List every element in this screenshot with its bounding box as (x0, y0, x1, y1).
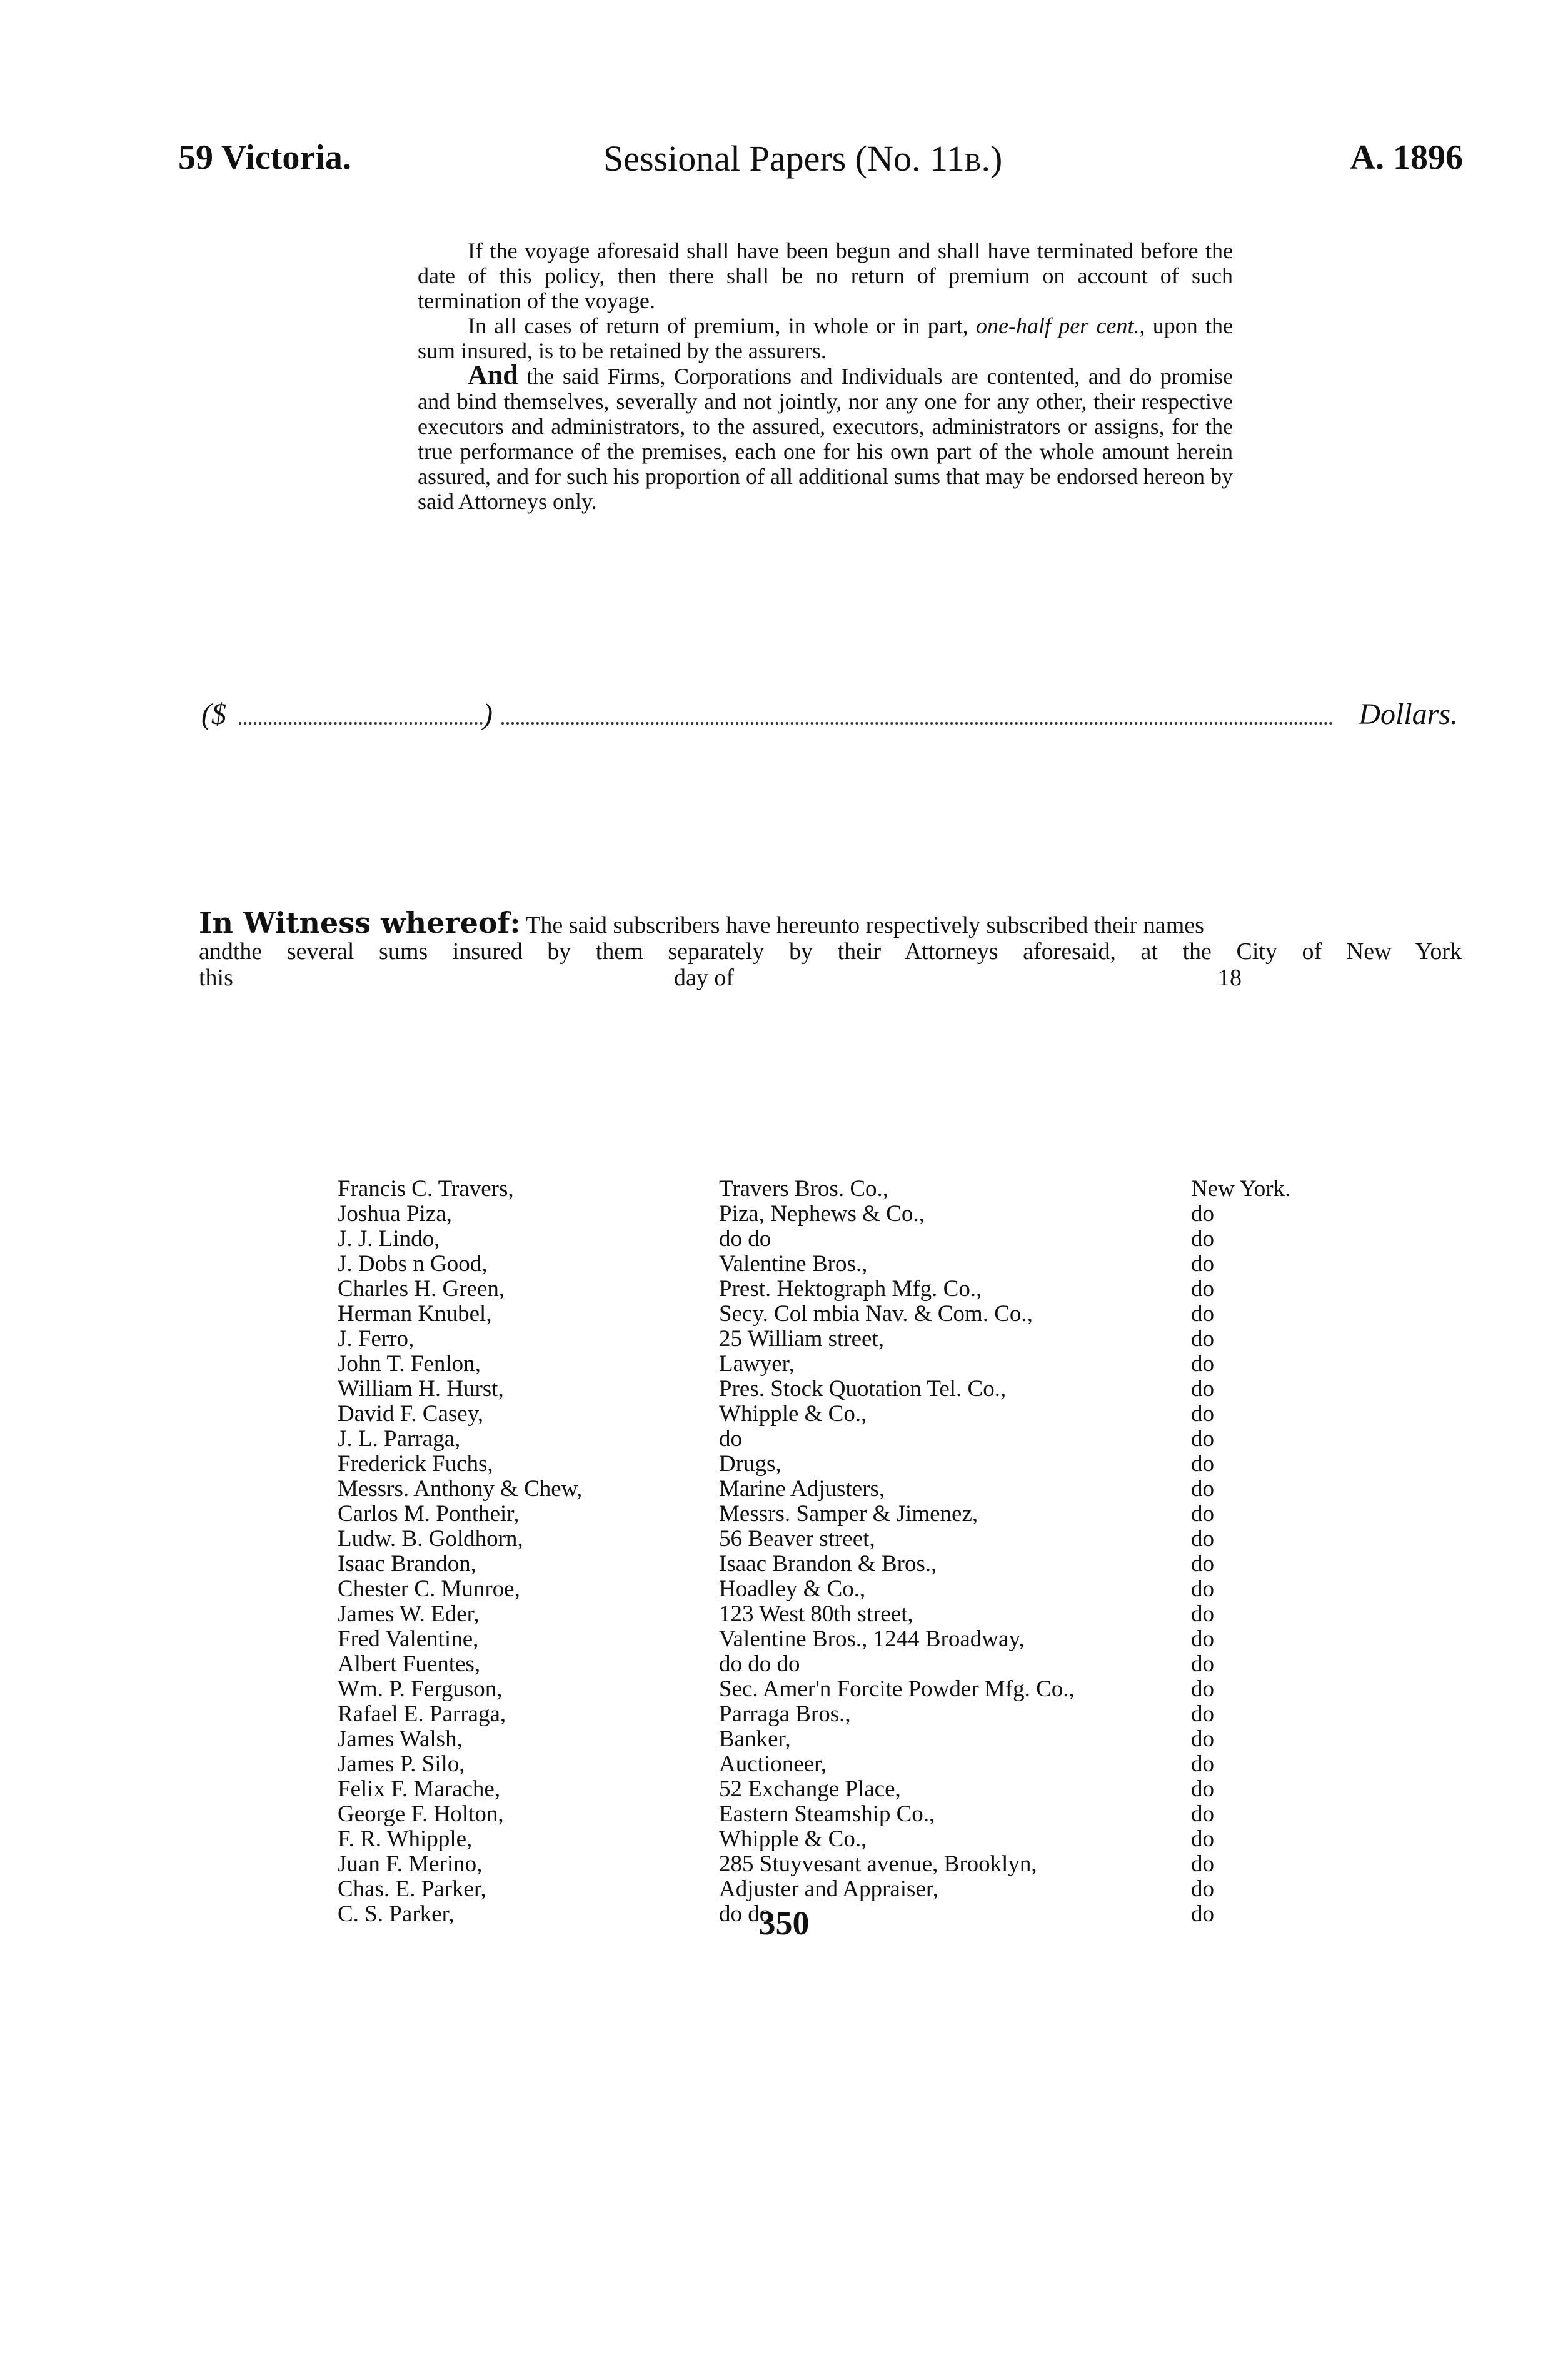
signatory-place: do (1191, 1351, 1214, 1377)
signatory-name: Joshua Piza, (338, 1201, 452, 1227)
clause-body: the said Firms, Corporations and Individuals are contented, and do promise and bind themselves, severally and not jointly, nor any one for any other, their respective executors and administrators, to the assured, executors, administrators or assigns, for the true performance of the premises, each one for his own part of the whole amount herein assured, and for such his proportion of all additional sums that may be endorsed hereon by said Attorneys only. (418, 364, 1233, 514)
signatory-row (0, 1400, 1568, 1425)
amount-words-blank (501, 722, 1333, 725)
signatory-row (0, 1250, 1568, 1275)
signatory-firm: Prest. Hektograph Mfg. Co., (719, 1276, 982, 1302)
signatory-name: Felix F. Marache, (338, 1776, 501, 1802)
clause-italic-rate: one-half per cent. (976, 313, 1140, 338)
signatory-row (0, 1801, 1568, 1826)
signatory-name: Herman Knubel, (338, 1301, 492, 1327)
clause-return-of-premium (418, 313, 1233, 363)
signatory-firm: Travers Bros. Co., (719, 1176, 889, 1202)
clause-undertaking (418, 359, 1233, 514)
signatory-row (0, 1826, 1568, 1851)
signatory-firm: Piza, Nephews & Co., (719, 1201, 925, 1227)
signatory-name: C. S. Parker, (338, 1901, 455, 1927)
signatory-row (0, 1500, 1568, 1525)
signatories-list (0, 1175, 1568, 1926)
signatory-row (0, 1575, 1568, 1601)
series-title (603, 138, 1002, 179)
signatory-place: do (1191, 1576, 1214, 1602)
signatory-firm: Valentine Bros., (719, 1251, 868, 1277)
amount-close: ) (483, 698, 493, 731)
page-number: 350 (758, 1904, 810, 1942)
amount-figure-blank (239, 722, 483, 725)
signatory-place: do (1191, 1876, 1214, 1902)
witness-this: this (199, 965, 233, 991)
signatory-name: J. Dobs n Good, (338, 1251, 488, 1277)
signatory-name: F. R. Whipple, (338, 1826, 473, 1852)
signatory-row (0, 1200, 1568, 1225)
signatory-place: do (1191, 1601, 1214, 1627)
signatory-place: do (1191, 1851, 1214, 1877)
signatory-firm: Auctioneer, (719, 1751, 827, 1777)
signatory-place: do (1191, 1801, 1214, 1827)
signatory-place: do (1191, 1526, 1214, 1552)
signatory-row (0, 1225, 1568, 1250)
signatory-row (0, 1450, 1568, 1475)
signatory-name: J. Ferro, (338, 1326, 415, 1352)
signatory-place: do (1191, 1826, 1214, 1852)
signatory-firm: Whipple & Co., (719, 1401, 867, 1427)
signatory-name: James P. Silo, (338, 1751, 465, 1777)
signatory-name: William H. Hurst, (338, 1376, 504, 1402)
signatory-firm: Isaac Brandon & Bros., (719, 1551, 937, 1577)
series-title-tail: .) (981, 138, 1003, 179)
signatory-firm: Drugs, (719, 1451, 781, 1477)
series-title-main: Sessional Papers (No. 11 (603, 138, 965, 179)
signatory-firm: 52 Exchange Place, (719, 1776, 901, 1802)
witness-line-3 (199, 965, 1462, 991)
signatory-row (0, 1375, 1568, 1400)
signatory-place: do (1191, 1751, 1214, 1777)
signatory-name: James W. Eder, (338, 1601, 480, 1627)
witness-line-1 (199, 906, 1204, 940)
signatory-name: Ludw. B. Goldhorn, (338, 1526, 523, 1552)
signatory-firm: Lawyer, (719, 1351, 795, 1377)
signatory-firm: Eastern Steamship Co., (719, 1801, 935, 1827)
signatory-name: Charles H. Green, (338, 1276, 505, 1302)
signatory-place: do (1191, 1651, 1214, 1677)
signatory-row (0, 1651, 1568, 1676)
signatory-place: do (1191, 1201, 1214, 1227)
witness-year: 18 (1218, 965, 1242, 991)
regnal-year: 59 Victoria. (178, 138, 351, 177)
signatory-row (0, 1876, 1568, 1901)
signatory-row (0, 1751, 1568, 1776)
signatory-row (0, 1350, 1568, 1375)
signatory-row (0, 1550, 1568, 1575)
clause-text-part: In all cases of return of premium, in whole or in part, (468, 313, 977, 338)
signatory-name: Albert Fuentes, (338, 1651, 481, 1677)
signatory-firm: do do (719, 1226, 771, 1252)
signatory-firm: 56 Beaver street, (719, 1526, 875, 1552)
signatory-firm: Whipple & Co., (719, 1826, 867, 1852)
signatory-row (0, 1275, 1568, 1300)
signatory-firm: 25 William street, (719, 1326, 884, 1352)
signatory-place: do (1191, 1776, 1214, 1802)
signatory-name: Carlos M. Pontheir, (338, 1501, 520, 1527)
witness-clause (199, 906, 1462, 991)
signatory-place: do (1191, 1276, 1214, 1302)
signatory-place: do (1191, 1401, 1214, 1427)
amount-line (201, 697, 1458, 735)
signatory-firm: Valentine Bros., 1244 Broadway, (719, 1626, 1025, 1652)
signatory-name: Rafael E. Parraga, (338, 1701, 506, 1727)
signatory-row (0, 1626, 1568, 1651)
dollars-label: Dollars. (1359, 698, 1458, 731)
publication-year: A. 1896 (1350, 138, 1463, 177)
signatory-name: Frederick Fuchs, (338, 1451, 493, 1477)
signatory-name: Chester C. Munroe, (338, 1576, 520, 1602)
signatory-row (0, 1676, 1568, 1701)
signatory-name: J. L. Parraga, (338, 1426, 461, 1452)
signatory-firm: Parraga Bros., (719, 1701, 851, 1727)
signatory-row (0, 1851, 1568, 1876)
signatory-firm: 123 West 80th street, (719, 1601, 913, 1627)
signatory-name: David F. Casey, (338, 1401, 484, 1427)
signatory-place: do (1191, 1551, 1214, 1577)
signatory-firm: Pres. Stock Quotation Tel. Co., (719, 1376, 1007, 1402)
signatory-row (0, 1776, 1568, 1801)
clause-text (418, 313, 1233, 363)
signatory-firm: Banker, (719, 1726, 791, 1752)
signatory-row (0, 1300, 1568, 1325)
signatory-row (0, 1175, 1568, 1200)
signatory-place: do (1191, 1376, 1214, 1402)
clause-voyage-termination (418, 238, 1233, 313)
signatory-name: Chas. E. Parker, (338, 1876, 486, 1902)
signatory-place: do (1191, 1476, 1214, 1502)
running-head (178, 138, 1463, 188)
signatory-place: do (1191, 1501, 1214, 1527)
signatory-name: George F. Holton, (338, 1801, 504, 1827)
signatory-row (0, 1525, 1568, 1550)
witness-day-of: day of (674, 965, 735, 991)
series-title-letter: B (964, 148, 982, 176)
signatory-name: James Walsh, (338, 1726, 463, 1752)
signatory-name: Juan F. Merino, (338, 1851, 483, 1877)
signatory-place: do (1191, 1451, 1214, 1477)
signatory-firm: Sec. Amer'n Forcite Powder Mfg. Co., (719, 1676, 1075, 1702)
signatory-place: do (1191, 1726, 1214, 1752)
witness-line-2: andthe several sums insured by them separately by their Attorneys aforesaid, at the City of New York (199, 938, 1462, 965)
signatory-row (0, 1601, 1568, 1626)
signatory-firm: do do do (719, 1651, 800, 1677)
signatory-place: do (1191, 1626, 1214, 1652)
signatory-row (0, 1325, 1568, 1350)
signatory-place: do (1191, 1251, 1214, 1277)
signatory-place: do (1191, 1901, 1214, 1927)
signatory-firm: Marine Adjusters, (719, 1476, 885, 1502)
signatory-name: Fred Valentine, (338, 1626, 479, 1652)
signatory-firm: do (719, 1426, 742, 1452)
signatory-place: do (1191, 1426, 1214, 1452)
signatory-firm: Hoadley & Co., (719, 1576, 866, 1602)
signatory-place: do (1191, 1326, 1214, 1352)
signatory-row (0, 1425, 1568, 1450)
signatory-firm: Adjuster and Appraiser, (719, 1876, 938, 1902)
signatory-name: Isaac Brandon, (338, 1551, 476, 1577)
signatory-name: J. J. Lindo, (338, 1226, 440, 1252)
signatory-place: do (1191, 1676, 1214, 1702)
signatory-name: Messrs. Anthony & Chew, (338, 1476, 583, 1502)
clause-text (418, 359, 1233, 514)
signatory-place: do (1191, 1301, 1214, 1327)
signatory-firm: do do (719, 1901, 771, 1927)
signatory-place: do (1191, 1226, 1214, 1252)
clause-lead-word: And (468, 359, 518, 390)
signatory-firm: Messrs. Samper & Jimenez, (719, 1501, 978, 1527)
amount-open: ($ (201, 698, 226, 731)
clause-text: If the voyage aforesaid shall have been begun and shall have terminated before the date of this policy, then there shall be no return of premium on account of such termination of the voyage. (418, 238, 1233, 313)
signatory-row (0, 1475, 1568, 1500)
signatory-place: do (1191, 1701, 1214, 1727)
signatory-firm: Secy. Col mbia Nav. & Com. Co., (719, 1301, 1033, 1327)
signatory-name: Francis C. Travers, (338, 1176, 514, 1202)
signatory-place: New York. (1191, 1176, 1291, 1202)
witness-blackletter-heading: In Witness whereof: (199, 906, 521, 940)
signatory-row (0, 1701, 1568, 1726)
clause-text-part: , upon the sum insured, is to be retained by the assurers. (418, 313, 1234, 363)
signatory-row (0, 1726, 1568, 1751)
signatory-name: John T. Fenlon, (338, 1351, 481, 1377)
witness-text: The said subscribers have hereunto respectively subscribed their names (520, 912, 1204, 938)
signatory-name: Wm. P. Ferguson, (338, 1676, 503, 1702)
signatory-firm: 285 Stuyvesant avenue, Brooklyn, (719, 1851, 1037, 1877)
